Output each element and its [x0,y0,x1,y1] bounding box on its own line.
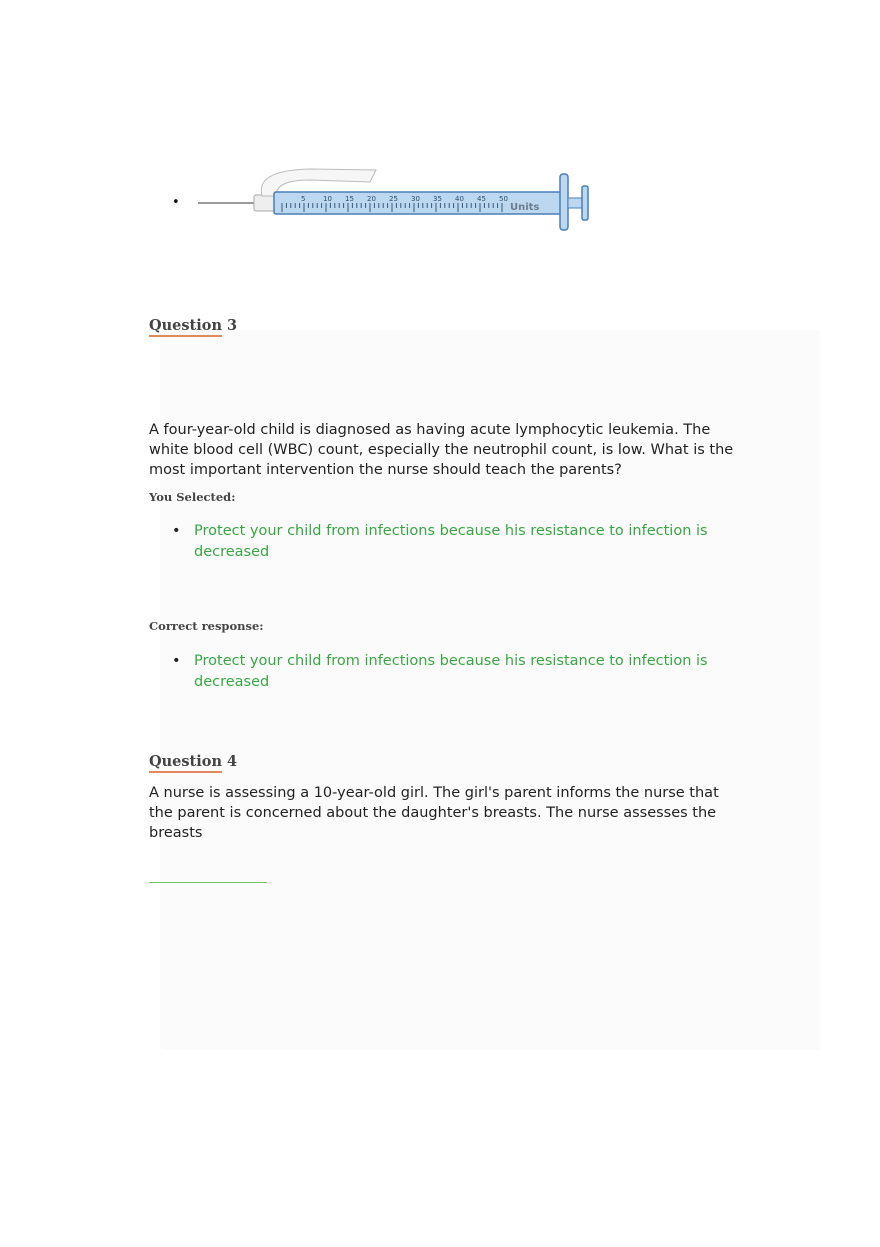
syringe-scale-label: 45 [477,195,486,203]
syringe-illustration [190,160,600,240]
correct-response-label: Correct response: [149,619,264,633]
selected-answer [172,521,712,563]
question-number: 4 [227,753,238,770]
list-bullet: • [172,653,181,669]
you-selected-label: You Selected: [149,490,236,504]
syringe-plunger-rod [568,198,582,208]
question-number: 3 [227,317,238,334]
question-word: Question [149,317,222,337]
syringe-plunger-head [582,186,588,220]
syringe-scale-label: 35 [433,195,442,203]
syringe-hub [254,195,274,211]
question-3-heading [149,317,237,334]
correct-answer-text: Protect your child from infections because his resistance to infection is decreased [194,653,708,690]
correct-answer [172,651,712,693]
insulin-syringe-image [190,160,600,240]
syringe-flange [560,174,568,230]
syringe-scale-label: 10 [323,195,332,203]
syringe-scale-label: 40 [455,195,464,203]
syringe-scale-label: 20 [367,195,376,203]
list-bullet: • [172,195,180,210]
syringe-scale-label: 15 [345,195,354,203]
selected-answer-text: Protect your child from infections because his resistance to infection is decreased [194,523,708,560]
syringe-scale-label: 25 [389,195,398,203]
list-bullet: • [172,523,181,539]
syringe-scale-label: 5 [301,195,306,203]
divider-line [149,882,267,883]
units-label: Units [510,202,540,213]
question-3-text: A four-year-old child is diagnosed as having acute lymphocytic leukemia. The white blood cell (WBC) count, especially the neutrophil count, is low. What is the most important intervention the nurse should teach the parents? [149,422,734,478]
question-4-text: A nurse is assessing a 10-year-old girl. The girl's parent informs the nurse that the parent is concerned about the daughter's breasts. The nurse assesses the breasts [149,785,719,841]
question-4-heading [149,753,237,770]
syringe-scale-label: 50 [499,195,508,203]
question-word: Question [149,753,222,773]
syringe-scale-label: 30 [411,195,420,203]
